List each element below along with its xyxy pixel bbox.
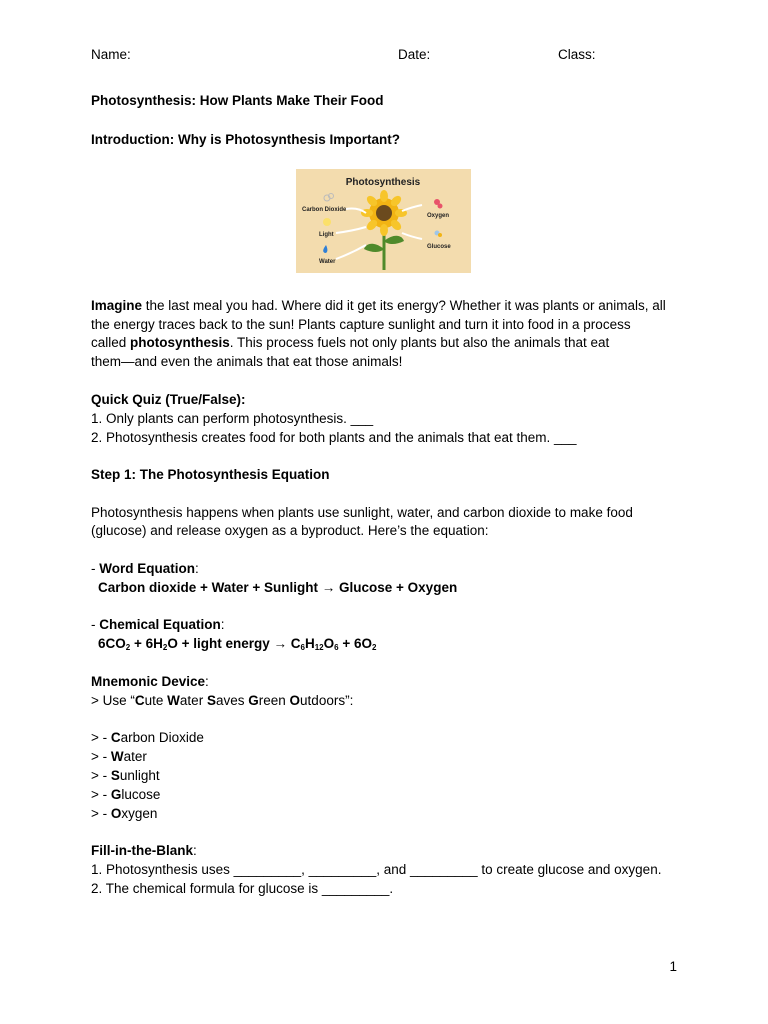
word-equation: Carbon dioxide + Water + Sunlight → Glucose + Oxygen [98, 580, 458, 595]
word-equation-heading: Word Equation [99, 561, 195, 576]
sunflower-icon [361, 190, 407, 236]
mnemonic-phrase: > Use “Cute Water Saves Green Outdoors”: [91, 693, 354, 708]
label-water: Water [319, 259, 336, 265]
mnemonic-heading-text: Mnemonic Device [91, 674, 206, 689]
chemical-equation-heading: Chemical Equation [99, 617, 221, 632]
chemical-equation: $6CO_2 + 6H_2O$ + light energy → $C_6H_{12}O_6 + 6O_2$ [98, 636, 377, 652]
page-title: Photosynthesis: How Plants Make Their Food [91, 93, 384, 108]
fill-blank-item: 2. The chemical formula for glucose is _________. [91, 881, 394, 896]
intro-text: . This process fuels not only plants but also the animals that eat [229, 335, 610, 350]
figure-title: Photosynthesis [345, 177, 421, 188]
bullet-dash: - [91, 561, 100, 576]
label-glucose: Glucose [427, 244, 451, 250]
arrow-out-glucose-icon [402, 233, 422, 239]
mnemonic-item: > - Sunlight [91, 768, 160, 783]
chemical-equation-label [91, 615, 225, 634]
step1-paragraph-line-1: Photosynthesis happens when plants use sunlight, water, and carbon dioxide to make food [91, 505, 633, 520]
fill-blank-item: 1. Photosynthesis uses _________, _________, and _________ to create glucose and oxygen. [91, 862, 662, 877]
colon: : [193, 843, 197, 858]
mnemonic-item: > - Carbon Dioxide [91, 730, 204, 745]
mnemonic-heading [91, 672, 209, 691]
label-carbon-dioxide: Carbon Dioxide [302, 207, 347, 213]
colon: : [220, 617, 225, 632]
label-light: Light [319, 232, 334, 238]
leaf-left-shape [364, 244, 384, 252]
photosynthesis-diagram [296, 169, 471, 273]
date-label: Date: [398, 47, 431, 62]
arrow-in-light-icon [336, 227, 366, 233]
step1-paragraph-line-2: (glucose) and release oxygen as a byproduct. Here’s the equation: [91, 523, 489, 538]
intro-line-3 [91, 333, 609, 352]
class-label: Class: [558, 47, 596, 62]
fill-blank-heading-text: Fill-in-the-Blank [91, 843, 193, 858]
intro-text: the last meal you had. Where did it get its energy? Whether it was plants or animals, all [142, 298, 666, 313]
arrow-in-water-icon [336, 245, 366, 259]
oxygen-icon [434, 199, 443, 209]
quiz-item: 2. Photosynthesis creates food for both plants and the animals that eat them. ___ [91, 430, 577, 445]
intro-heading: Introduction: Why is Photosynthesis Important? [91, 132, 400, 147]
light-icon [323, 218, 331, 226]
mnemonic-item: > - Oxygen [91, 806, 158, 821]
quiz-item: 1. Only plants can perform photosynthesis. ___ [91, 411, 374, 426]
intro-line-1 [91, 296, 666, 315]
step1-heading: Step 1: The Photosynthesis Equation [91, 467, 330, 482]
fill-blank-heading [91, 841, 197, 860]
carbon-dioxide-icon [324, 194, 334, 202]
label-oxygen: Oxygen [427, 213, 450, 219]
intro-bold-imagine: Imagine [91, 298, 143, 313]
water-drop-icon [323, 245, 327, 253]
photosynthesis-figure [296, 169, 471, 273]
leaf-right-shape [384, 236, 404, 244]
page-number: 1 [669, 959, 677, 974]
quiz-heading: Quick Quiz (True/False): [91, 392, 246, 407]
glucose-icon [435, 231, 443, 238]
mnemonic-item: > - Water [91, 749, 147, 764]
mnemonic-item: > - Glucose [91, 787, 161, 802]
arrow-out-oxygen-icon [402, 205, 422, 211]
colon: : [205, 674, 209, 689]
intro-bold-term: photosynthesis [130, 335, 230, 350]
word-equation-label [91, 559, 199, 578]
colon: : [195, 561, 199, 576]
intro-line-2: the energy traces back to the sun! Plants capture sunlight and turn it into food in a process [91, 317, 631, 332]
bullet-dash: - [91, 617, 100, 632]
intro-line-4: them—and even the animals that eat those animals! [91, 354, 403, 369]
intro-text: called [91, 335, 131, 350]
name-label: Name: [91, 47, 131, 62]
